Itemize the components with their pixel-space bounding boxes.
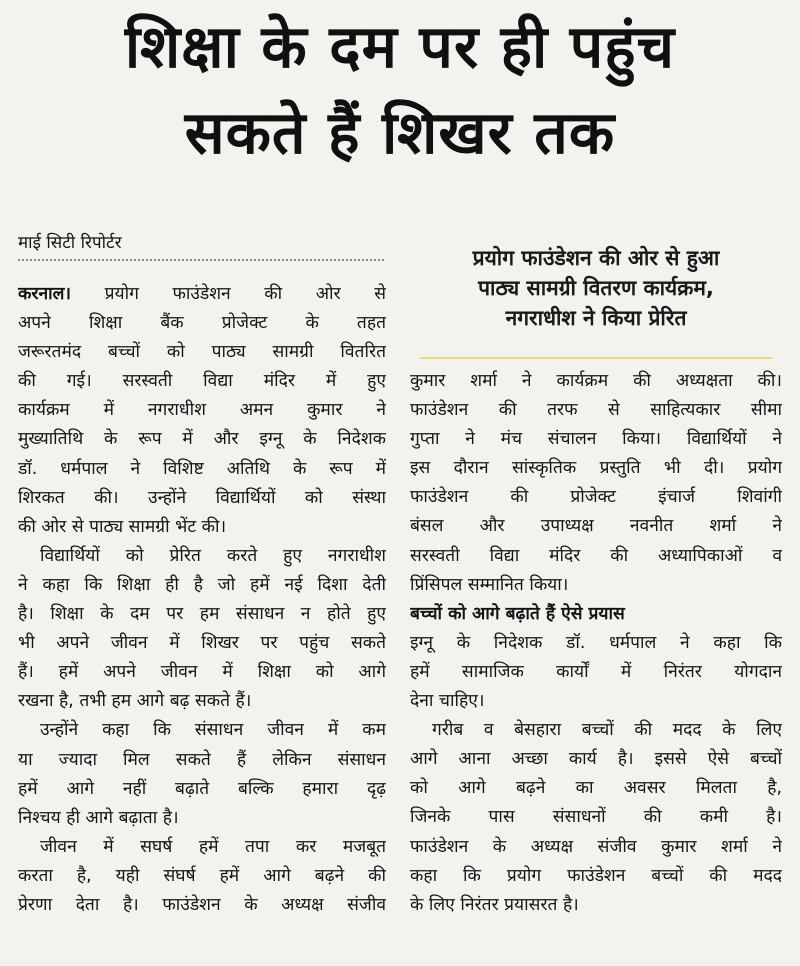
paragraph-line: भी अपने जीवन में शिखर पर पहुंच सकते <box>18 633 386 654</box>
paragraph-line: जिनके पास संसाधनों की कमी है। <box>410 807 782 828</box>
headline-line-1: शिक्षा के दम पर ही पहुंच <box>124 12 676 81</box>
section-subheading: बच्चों को आगे बढ़ाते हैं ऐसे प्रयास <box>410 603 625 624</box>
paragraph-line: डॉ. धर्मपाल ने विशिष्ट अतिथि के रूप में <box>18 458 386 479</box>
paragraph-line: विद्यार्थियों को प्रेरित करते हुए नगराधीश <box>40 545 386 566</box>
headline <box>0 4 800 176</box>
paragraph-line: मुख्यातिथि के रूप में और इग्नू के निदेशक <box>18 429 386 450</box>
paragraph-text: प्रयोग फाउंडेशन की ओर से <box>71 284 386 304</box>
paragraph-line: इग्नू के निदेशक डॉ. धर्मपाल ने कहा कि <box>410 632 782 653</box>
subheadline-line-3: नगराधीश ने किया प्रेरित <box>505 306 687 330</box>
right-column <box>410 367 782 920</box>
headline-line-2: सकते हैं शिखर तक <box>184 98 616 167</box>
paragraph-line: आगे आना अच्छा कार्य है। इससे ऐसे बच्चों <box>410 749 782 770</box>
left-column <box>18 280 386 920</box>
paragraph-line: या ज्यादा मिल सकते हैं लेकिन संसाधन <box>18 749 386 770</box>
paragraph-line: इस दौरान सांस्कृतिक प्रस्तुति भी दी। प्रयोग <box>410 458 782 479</box>
paragraph-line: फाउंडेशन की तरफ से साहित्यकार सीमा <box>410 400 782 421</box>
paragraph-line: निश्चय ही आगे बढ़ाता है। <box>18 807 179 828</box>
paragraph-line: शिरकत की। उन्होंने विद्यार्थियों को संस्था <box>18 487 386 508</box>
paragraph-line: कुमार शर्मा ने कार्यक्रम की अध्यक्षता की। <box>410 371 782 391</box>
paragraph-line: हैं। हमें अपने जीवन में शिक्षा को आगे <box>18 662 386 683</box>
paragraph-line: जरूरतमंद बच्चों को पाठ्य सामग्री वितरित <box>18 342 386 363</box>
subheadline-line-1: प्रयोग फाउंडेशन की ओर से हुआ <box>472 246 720 270</box>
paragraph-line: बंसल और उपाध्यक्ष नवनीत शर्मा ने <box>410 516 782 537</box>
paragraph-line: गुप्ता ने मंच संचालन किया। विद्यार्थियों ने <box>410 429 782 450</box>
paragraph-line: की गई। सरस्वती विद्या मंदिर में हुए <box>18 371 386 392</box>
paragraph-line: हमें सामाजिक कार्यों में निरंतर योगदान <box>410 661 782 682</box>
paragraph-line: फाउंडेशन के अध्यक्ष संजीव कुमार शर्मा ने <box>410 836 782 857</box>
paragraph-line: हमें आगे नहीं बढ़ाते बल्कि हमारा दृढ़ <box>18 778 386 799</box>
paragraph-line: कहा कि प्रयोग फाउंडेशन बच्चों की मदद <box>410 865 782 886</box>
subheadline-line-2: पाठ्य सामग्री वितरण कार्यक्रम, <box>478 276 714 300</box>
paragraph-line: जीवन में सघर्ष हमें तपा कर मजबूत <box>40 836 386 857</box>
paragraph-line: प्रेरणा देता है। फाउंडेशन के अध्यक्ष संजीव <box>18 894 386 915</box>
paragraph-line: है। शिक्षा के दम पर हम संसाधन न होते हुए <box>18 604 386 625</box>
paragraph-line: गरीब व बेसहारा बच्चों की मदद के लिए <box>432 720 782 741</box>
paragraph-line: सरस्वती विद्या मंदिर की अध्यापिकाओं व <box>410 545 782 566</box>
byline: माई सिटी रिपोर्टर <box>18 230 384 261</box>
paragraph-line: को आगे बढ़ने का अवसर मिलता है, <box>410 778 782 799</box>
paragraph-line <box>18 280 386 309</box>
paragraph-line: उन्होंने कहा कि संसाधन जीवन में कम <box>40 720 386 741</box>
paragraph-line: कार्यक्रम में नगराधीश अमन कुमार ने <box>18 400 386 421</box>
subheadline <box>410 243 782 333</box>
paragraph-line: रखना है, तभी हम आगे बढ़ सकते हैं। <box>18 691 252 712</box>
paragraph-line: करता है, यही संघर्ष हमें आगे बढ़ने की <box>18 865 386 886</box>
paragraph-line: प्रिंसिपल सम्मानित किया। <box>410 574 569 595</box>
paragraph-line: फाउंडेशन की प्रोजेक्ट इंचार्ज शिवांगी <box>410 487 782 508</box>
dateline: करनाल। <box>18 284 72 304</box>
subheadline-divider <box>420 357 772 359</box>
paragraph-line: देना चाहिए। <box>410 691 485 712</box>
paragraph-line: के लिए निरंतर प्रयासरत है। <box>410 894 579 915</box>
paragraph-line: की ओर से पाठ्य सामग्री भेंट की। <box>18 516 227 537</box>
paragraph-line: अपने शिक्षा बैंक प्रोजेक्ट के तहत <box>18 313 386 334</box>
paragraph-line: ने कहा कि शिक्षा ही है जो हमें नई दिशा देती <box>18 574 386 595</box>
